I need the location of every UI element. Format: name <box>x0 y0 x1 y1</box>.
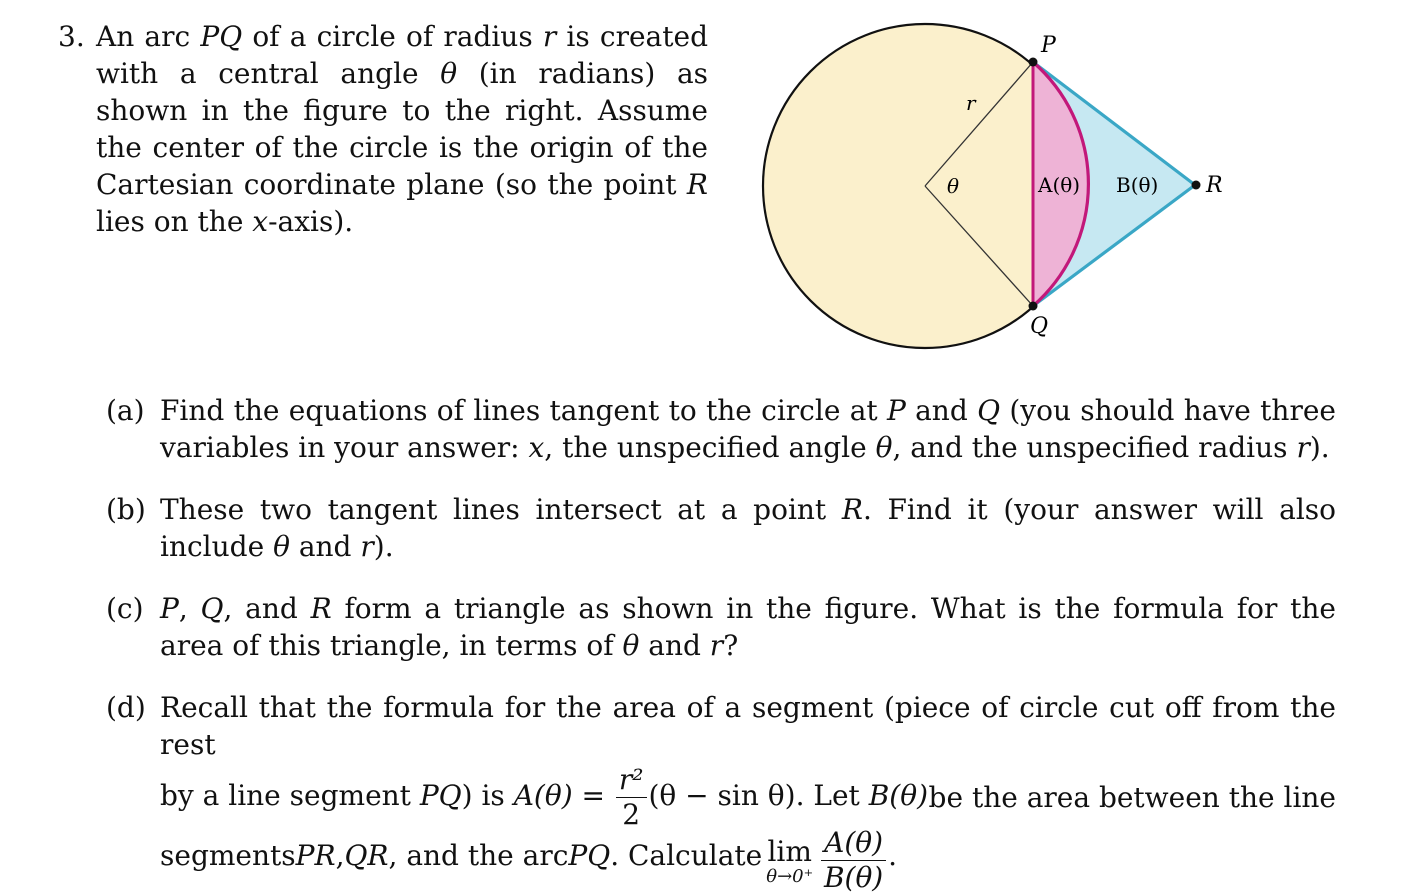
math-symbol: P <box>160 592 179 625</box>
math-symbol: R <box>686 168 708 201</box>
part-b-text <box>160 491 1336 565</box>
part-a-text <box>160 392 1336 466</box>
part-d-text <box>160 689 1336 894</box>
part-d-line2: by a line segment PQ) is A(θ) = $\frac{\text{r²}}{2}$ (θ − sin θ). Let B(θ) be the area between the line <box>160 762 1336 831</box>
math-symbol: R <box>841 493 863 526</box>
part-c <box>106 590 1336 664</box>
math-symbol: θ <box>440 57 458 90</box>
text-run: form a triangle as shown in the figure. What is the formula for the area of this triangle, in terms of <box>160 592 1336 662</box>
text-run: lies on the <box>96 205 253 238</box>
label-b-theta: B(θ) <box>1116 173 1159 197</box>
text-run: and <box>639 629 710 662</box>
text-run: . Find it (your answer will also include <box>160 493 1337 563</box>
math-symbol: R <box>310 592 332 625</box>
r2-over-2-fraction: $\frac{\text{r²}}{2}$ <box>616 766 647 829</box>
part-d-label: (d) <box>106 691 146 724</box>
text-run: , and the unspecified radius <box>892 431 1297 464</box>
math-symbol: r <box>360 530 374 563</box>
math-symbol: x <box>252 205 269 238</box>
text-run: -axis). <box>268 205 354 238</box>
label-a-theta: A(θ) <box>1038 173 1081 197</box>
part-c-label: (c) <box>106 592 144 625</box>
limit-operator: lim θ→0⁺ <box>766 835 814 887</box>
label-radius: r <box>966 91 976 115</box>
text-run: (you should have three variables in your answer: <box>160 394 1336 464</box>
math-symbol: Q <box>977 394 1001 427</box>
math-symbol: r <box>1296 431 1310 464</box>
math-symbol: θ <box>875 431 893 464</box>
part-d-line1: Recall that the formula for the area of a segment (piece of circle cut off from the rest <box>160 691 1336 761</box>
math-symbol: r <box>542 20 557 53</box>
label-p: P <box>1041 33 1056 58</box>
text-run: ). <box>373 530 394 563</box>
label-q: Q <box>1030 314 1049 339</box>
part-d-line3: segments PR , QR , and the arc PQ . Calculate lim θ→0⁺ $\frac{A(\theta)}{B(\theta)}$ . <box>160 825 897 894</box>
math-symbol: r <box>709 629 724 662</box>
part-a-label: (a) <box>106 394 145 427</box>
text-run: , and <box>223 592 311 625</box>
text-run: , <box>178 592 201 625</box>
math-symbol: PQ <box>200 20 243 53</box>
label-r: R <box>1206 173 1223 198</box>
text-run: Find the equations of lines tangent to the circle at <box>160 394 887 427</box>
label-theta: θ <box>947 174 960 198</box>
text-run: ? <box>723 629 739 662</box>
text-run: , the unspecified angle <box>544 431 876 464</box>
limit-fraction: $\frac{A(\theta)}{B(\theta)}$ <box>821 829 886 892</box>
a-theta-term: A(θ) <box>513 778 573 812</box>
part-d <box>106 689 1336 894</box>
point-r <box>1192 181 1201 190</box>
math-symbol: x <box>528 431 545 464</box>
circle-figure <box>0 0 1410 380</box>
text-run: of a circle of radius <box>242 20 543 53</box>
text-run: and <box>289 530 361 563</box>
text-run: is created with a central angle <box>96 20 708 90</box>
text-run: An arc <box>96 20 201 53</box>
part-c-text <box>160 590 1336 664</box>
part-a <box>106 392 1336 466</box>
part-b <box>106 491 1336 565</box>
text-run: (in radians) as shown in the figure to the right. Assume the center of the circle is the origin of the Cartesian coordinate plane (so the point <box>96 57 709 201</box>
part-b-label: (b) <box>106 493 146 526</box>
point-p <box>1029 58 1038 67</box>
math-symbol: θ <box>273 530 290 563</box>
text-run: These two tangent lines intersect at a point <box>160 493 842 526</box>
problem-number: 3. <box>58 20 85 53</box>
math-symbol: Q <box>200 592 224 625</box>
math-symbol: P <box>886 394 906 427</box>
point-q <box>1029 302 1038 311</box>
math-symbol: θ <box>622 629 640 662</box>
text-run: ). <box>1309 431 1330 464</box>
text-run: and <box>905 394 978 427</box>
